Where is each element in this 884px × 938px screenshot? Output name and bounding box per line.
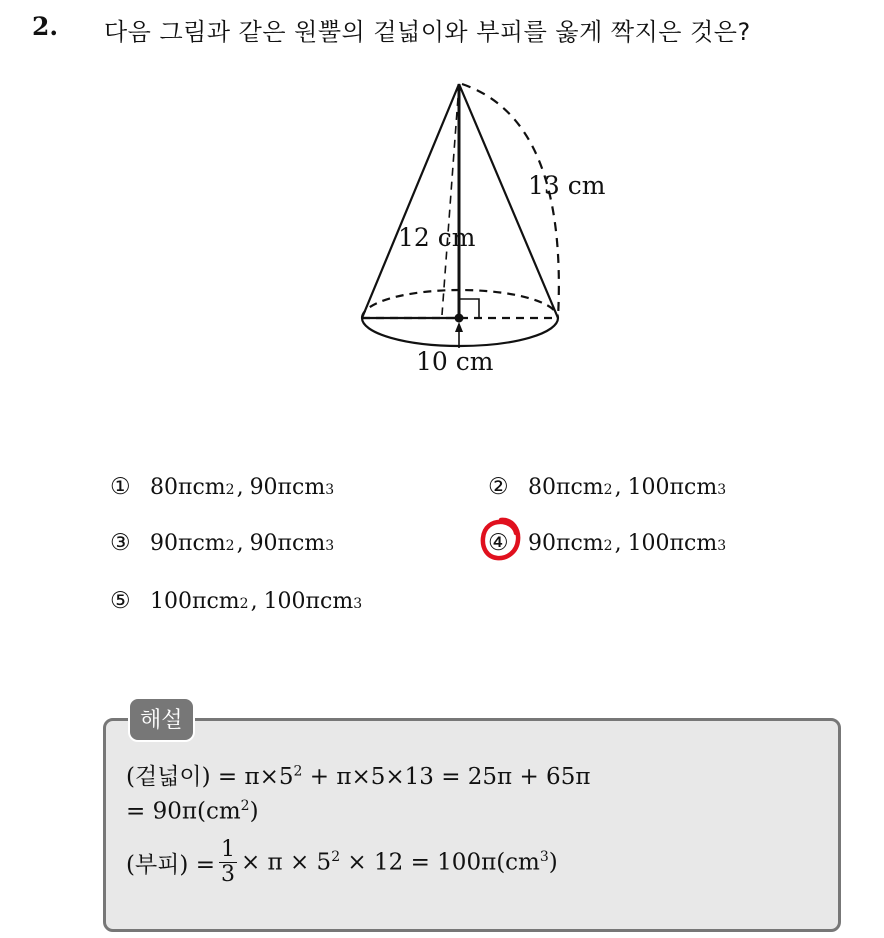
choice-4[interactable]	[488, 530, 726, 556]
choice-marker: ①	[110, 474, 131, 500]
choice-volume-exp: 3	[717, 538, 727, 554]
solution-exp: 2	[293, 763, 303, 780]
choice-area: 90πcm	[528, 531, 604, 556]
solution-exp: 2	[240, 798, 250, 814]
solution-text: )	[548, 850, 558, 877]
solution-text: (부피) =	[126, 852, 215, 879]
choice-volume: 100πcm	[627, 531, 718, 556]
choice-volume-exp: 3	[717, 482, 727, 498]
center-arrow-head	[455, 322, 463, 332]
solution-line-surface-area	[126, 758, 590, 791]
solution-tag: 해설	[128, 697, 195, 742]
diameter-length-label: 10 cm	[416, 347, 494, 376]
solution-text: × 12 = 100π(cm	[340, 850, 540, 877]
solution-text: × π × 5	[240, 850, 332, 877]
choice-volume: 100πcm	[627, 475, 718, 500]
choice-marker: ⑤	[110, 588, 131, 614]
choice-2[interactable]	[488, 474, 726, 500]
solution-line-surface-result	[126, 798, 259, 825]
answer-circle-mark	[479, 516, 521, 562]
solution-exp: 3	[539, 849, 549, 866]
choice-separator: ,	[614, 531, 622, 556]
choice-area: 100πcm	[150, 589, 240, 614]
solution-box	[103, 718, 841, 932]
choice-marker: ④	[488, 530, 509, 556]
fraction-one-third	[219, 838, 237, 887]
cone-right-side	[459, 84, 558, 318]
height-length-label: 12 cm	[398, 223, 476, 252]
choice-volume: 100πcm	[263, 589, 354, 614]
choice-area: 90πcm	[150, 531, 226, 556]
choice-area-exp: 2	[239, 596, 249, 612]
solution-text: + π×5×13 = 25π + 65π	[302, 764, 591, 790]
choice-area-exp: 2	[603, 482, 613, 498]
question-text: 다음 그림과 같은 원뿔의 겉넓이와 부피를 옳게 짝지은 것은?	[104, 18, 751, 46]
choice-area: 80πcm	[528, 475, 604, 500]
choice-volume: 90πcm	[249, 531, 326, 556]
base-center-dot	[455, 314, 464, 323]
choice-marker: ③	[110, 530, 131, 556]
choice-separator: ,	[236, 531, 244, 556]
choice-1[interactable]	[110, 474, 334, 500]
solution-text: (겉넓이) = π×5	[126, 764, 294, 790]
solution-text: )	[249, 798, 259, 825]
choice-marker: ②	[488, 474, 509, 500]
choice-separator: ,	[614, 475, 622, 500]
choice-volume-exp: 3	[353, 596, 363, 612]
fraction-numerator: 1	[220, 837, 235, 862]
choice-volume-exp: 3	[325, 538, 335, 554]
choice-area-exp: 2	[225, 482, 235, 498]
solution-text: = 90π(cm	[126, 798, 241, 825]
question-number: 2.	[32, 12, 59, 41]
slant-length-label: 13 cm	[528, 171, 606, 200]
choice-3[interactable]	[110, 530, 334, 556]
choice-separator: ,	[236, 475, 244, 500]
choice-area: 80πcm	[150, 475, 226, 500]
choice-area-exp: 2	[225, 538, 235, 554]
choice-5[interactable]	[110, 588, 362, 614]
solution-line-volume	[126, 838, 558, 887]
choice-area-exp: 2	[603, 538, 613, 554]
choice-separator: ,	[250, 589, 258, 614]
choice-volume-exp: 3	[325, 482, 335, 498]
fraction-denominator: 3	[220, 862, 235, 888]
choice-volume: 90πcm	[249, 475, 326, 500]
solution-exp: 2	[331, 849, 341, 866]
cone-figure	[340, 70, 620, 390]
